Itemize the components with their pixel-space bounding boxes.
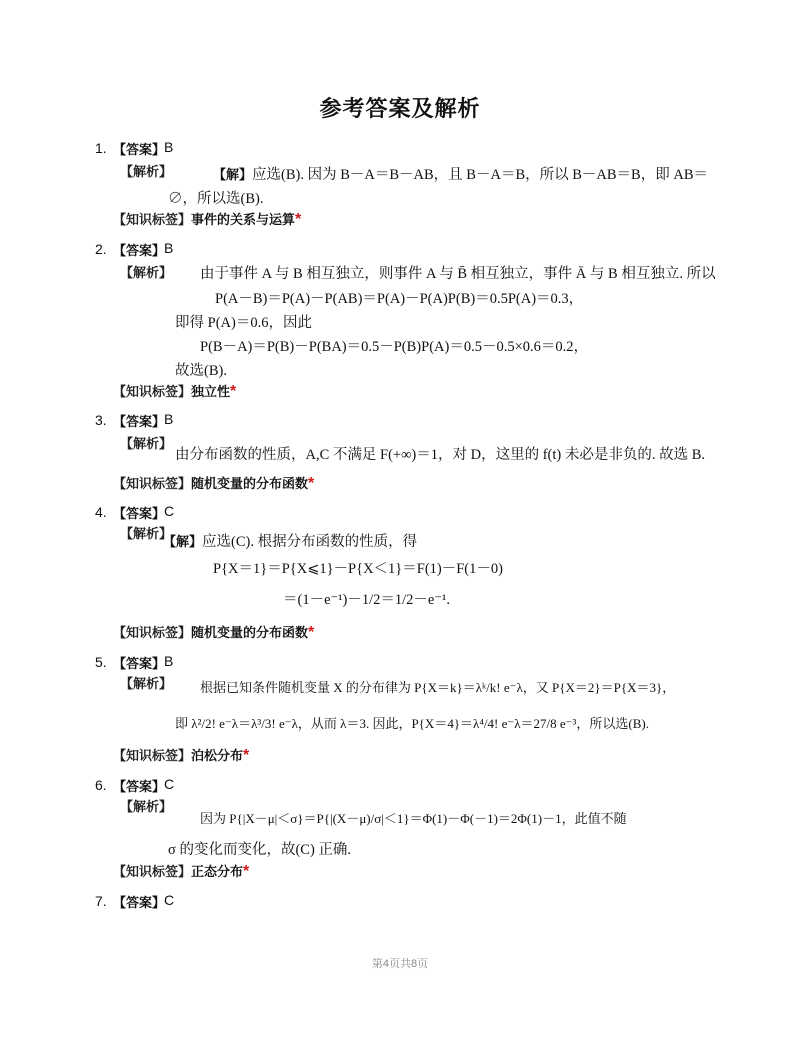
solution-line: 因为 P{|X－μ|＜σ}＝P{|(X－μ)/σ|＜1}＝Φ(1)－Φ(－1)＝2Φ(1)－1，此值不随 <box>200 811 627 826</box>
answer-value: B <box>164 411 174 427</box>
analysis-label: 【解析】 <box>120 165 173 180</box>
answer-label: 【答案】 <box>113 507 166 522</box>
knowledge-tag: 随机变量的分布函数 <box>191 626 309 641</box>
analysis-label: 【解析】 <box>120 677 173 692</box>
answer-value: C <box>164 776 175 792</box>
equation-line: P{X＝1}＝P{X⩽1}－P{X＜1}＝F(1)－F(1－0) <box>213 561 503 577</box>
answer-label: 【答案】 <box>113 657 166 672</box>
knowledge-tag-row <box>113 381 236 401</box>
star-mark: * <box>230 383 237 400</box>
knowledge-label: 【知识标签】 <box>113 626 192 641</box>
analysis-label: 【解析】 <box>120 437 173 452</box>
answer-label: 【答案】 <box>113 143 166 158</box>
star-mark: * <box>308 475 315 492</box>
question-number: 3. <box>95 412 107 428</box>
solution-line: σ 的变化而变化，故(C) 正确. <box>168 842 352 858</box>
knowledge-label: 【知识标签】 <box>113 749 192 764</box>
solution-line: 故选(B). <box>175 363 227 379</box>
solution-tag: 【解】 <box>213 168 253 183</box>
analysis-label: 【解析】 <box>120 266 173 281</box>
knowledge-tag-row <box>113 622 314 642</box>
solution-text: 应选(B). 因为 B－A＝B－AB，且 B－A＝B，所以 B－AB＝B，即 AB＝ <box>252 167 708 183</box>
analysis-label: 【解析】 <box>120 800 173 815</box>
question-number: 4. <box>95 504 107 520</box>
equation-line: P(A－B)＝P(A)－P(AB)＝P(A)－P(A)P(B)＝0.5P(A)＝0.3， <box>215 291 584 307</box>
solution-line: 由分布函数的性质，A,C 不满足 F(+∞)＝1，对 D，这里的 f(t) 未必是非负的. 故选 B. <box>175 447 706 463</box>
knowledge-tag-row <box>113 209 301 229</box>
answer-label: 【答案】 <box>113 244 166 259</box>
page-footer: 第4页共8页 <box>371 958 429 970</box>
knowledge-tag-row <box>113 745 249 765</box>
answer-value: B <box>164 139 174 155</box>
answer-value: B <box>164 653 174 669</box>
answer-value: C <box>164 892 175 908</box>
question-number: 1. <box>95 140 107 156</box>
knowledge-tag: 独立性 <box>191 385 231 400</box>
solution-line <box>213 163 708 184</box>
answer-label: 【答案】 <box>113 415 166 430</box>
question-number: 2. <box>95 241 107 257</box>
page-title: 参考答案及解析 <box>319 97 481 122</box>
question-number: 6. <box>95 777 107 793</box>
question-number: 7. <box>95 893 107 909</box>
knowledge-label: 【知识标签】 <box>113 477 192 492</box>
knowledge-tag: 泊松分布 <box>191 749 244 764</box>
knowledge-label: 【知识标签】 <box>113 865 192 880</box>
solution-line: 即 λ²/2! e⁻λ＝λ³/3! e⁻λ，从而 λ＝3. 因此，P{X＝4}＝λ⁴/4! e⁻λ＝27/8 e⁻³，所以选(B). <box>175 716 649 731</box>
knowledge-label: 【知识标签】 <box>113 385 192 400</box>
answer-label: 【答案】 <box>113 896 166 911</box>
solution-line: ∅，所以选(B). <box>168 191 264 207</box>
answer-value: C <box>164 503 175 519</box>
answer-label: 【答案】 <box>113 780 166 795</box>
star-mark: * <box>243 863 250 880</box>
answer-value: B <box>164 240 174 256</box>
star-mark: * <box>295 211 302 228</box>
solution-tag: 【解】 <box>163 535 203 550</box>
solution-line: 即得 P(A)＝0.6，因此 <box>175 315 312 331</box>
star-mark: * <box>243 747 250 764</box>
knowledge-tag: 事件的关系与运算 <box>191 213 296 228</box>
solution-text: 应选(C). 根据分布函数的性质，得 <box>202 534 418 550</box>
solution-line: 根据已知条件随机变量 X 的分布律为 P{X＝k}＝λᵏ/k! e⁻λ，又 P{X＝2}＝P{X＝3}， <box>200 680 676 695</box>
knowledge-tag-row <box>113 861 249 881</box>
knowledge-label: 【知识标签】 <box>113 213 192 228</box>
knowledge-tag: 随机变量的分布函数 <box>191 477 309 492</box>
question-number: 5. <box>95 654 107 670</box>
analysis-label: 【解析】 <box>120 527 173 542</box>
knowledge-tag: 正态分布 <box>191 865 244 880</box>
knowledge-tag-row <box>113 473 314 493</box>
solution-line <box>163 530 417 551</box>
equation-line: ＝(1－e⁻¹)－1/2＝1/2－e⁻¹. <box>283 592 450 608</box>
star-mark: * <box>308 624 315 641</box>
solution-line: 由于事件 A 与 B 相互独立，则事件 A 与 B̄ 相互独立，事件 Ā 与 B 相互独立. 所以 <box>200 266 716 282</box>
equation-line: P(B－A)＝P(B)－P(BA)＝0.5－P(B)P(A)＝0.5－0.5×0.6＝0.2， <box>200 339 589 355</box>
